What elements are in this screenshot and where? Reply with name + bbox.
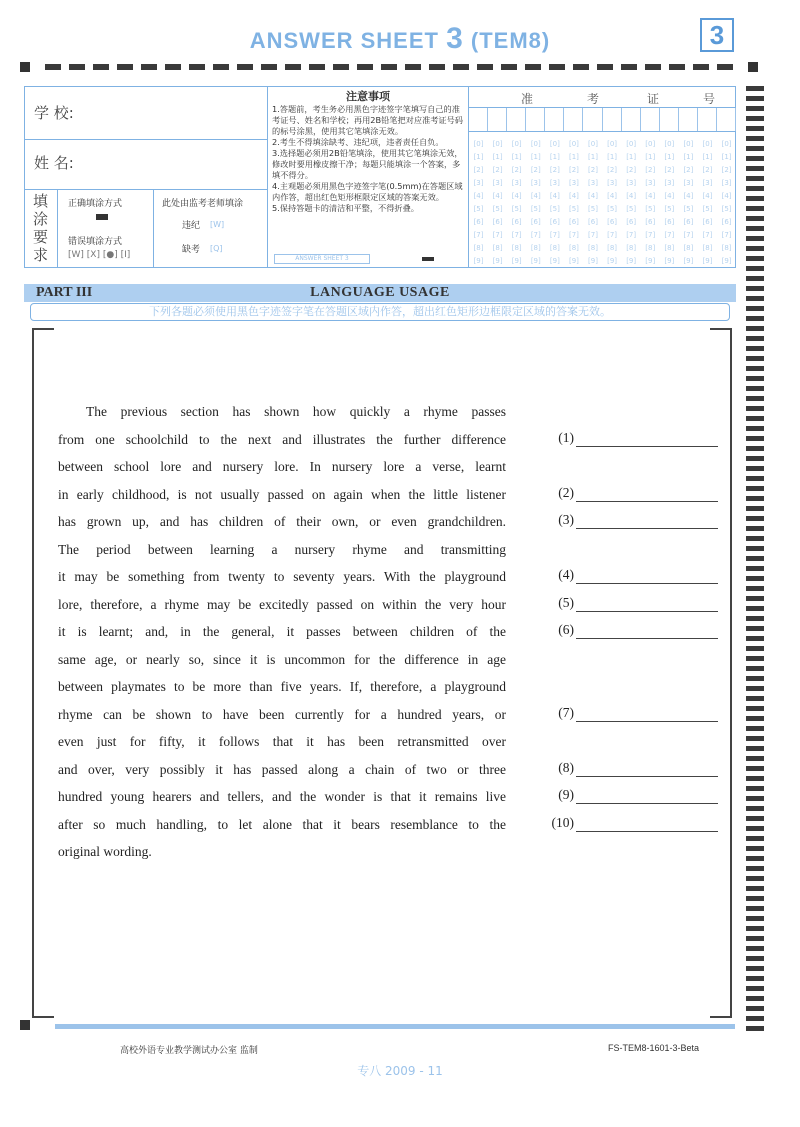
passage-line: it may be something from twenty to seventy years. With the playground [58, 569, 506, 584]
digit-bubble[interactable]: [0] [607, 140, 618, 148]
digit-bubble[interactable]: [6] [721, 218, 732, 226]
digit-bubble[interactable]: [3] [702, 179, 713, 187]
digit-bubble[interactable]: [7] [645, 231, 656, 239]
digit-bubble[interactable]: [7] [664, 231, 675, 239]
digit-bubble[interactable]: [5] [664, 205, 675, 213]
blank-line[interactable] [576, 638, 718, 639]
note-item: 5.保持答题卡的清洁和平整，不得折叠。 [272, 203, 419, 213]
digit-bubble[interactable]: [4] [626, 192, 637, 200]
digit-bubble[interactable]: [3] [511, 179, 522, 187]
digit-bubble[interactable]: [1] [702, 153, 713, 161]
blank-number: (6) [558, 622, 574, 637]
digit-bubble[interactable]: [0] [683, 140, 694, 148]
notes-footer [274, 254, 464, 264]
note-item: 2.考生不得填涂缺考、违纪项，违者责任自负。 [272, 137, 444, 147]
digit-bubble[interactable]: [0] [511, 140, 522, 148]
digit-bubble[interactable]: [6] [549, 218, 560, 226]
digit-bubble[interactable]: [3] [530, 179, 541, 187]
blank-number: (4) [558, 567, 574, 582]
digit-bubble[interactable]: [6] [683, 218, 694, 226]
digit-bubble[interactable]: [4] [645, 192, 656, 200]
digit-bubble[interactable]: [9] [568, 257, 579, 265]
fill-requirement-text: 填涂要求 [32, 192, 48, 264]
digit-bubble[interactable]: [6] [702, 218, 713, 226]
digit-bubble[interactable]: [3] [568, 179, 579, 187]
digit-bubble[interactable]: [2] [626, 166, 637, 174]
digit-bubble[interactable]: [5] [721, 205, 732, 213]
digit-bubble[interactable]: [7] [626, 231, 637, 239]
title-prefix: ANSWER SHEET [249, 28, 439, 53]
digit-bubble[interactable]: [6] [607, 218, 618, 226]
blank-line[interactable] [576, 446, 718, 447]
digit-bubble[interactable]: [5] [492, 205, 503, 213]
digit-bubble[interactable]: [2] [549, 166, 560, 174]
bubble-row [469, 203, 736, 216]
digit-bubble[interactable]: [1] [568, 153, 579, 161]
digit-bubble[interactable]: [6] [511, 218, 522, 226]
digit-bubble[interactable]: [1] [530, 153, 541, 161]
digit-bubble[interactable]: [1] [626, 153, 637, 161]
blank-line[interactable] [576, 776, 718, 777]
bubble-row [469, 255, 736, 268]
digit-bubble[interactable]: [1] [492, 153, 503, 161]
digit-bubble[interactable]: [4] [530, 192, 541, 200]
digit-bubble[interactable]: [4] [473, 192, 484, 200]
digit-bubble[interactable]: [7] [530, 231, 541, 239]
digit-bubble[interactable]: [9] [511, 257, 522, 265]
digit-bubble[interactable]: [2] [568, 166, 579, 174]
sheet-title [0, 22, 800, 56]
ticket-number-header [469, 86, 736, 108]
blank-line[interactable] [576, 803, 718, 804]
notes-footer-mark [422, 257, 434, 261]
answer-blank[interactable] [542, 787, 717, 807]
digit-bubble[interactable]: [0] [664, 140, 675, 148]
digit-bubble[interactable]: [0] [492, 140, 503, 148]
name-label: 姓 名: [34, 154, 74, 172]
digit-bubble[interactable]: [2] [721, 166, 732, 174]
notes-footer-box: ANSWER SHEET 3 [274, 254, 370, 264]
violation-label: 违纪 [182, 221, 201, 231]
digit-bubble[interactable]: [9] [683, 257, 694, 265]
blank-number: (10) [551, 814, 574, 830]
frame-corner [32, 1016, 54, 1018]
digit-bubble[interactable]: [6] [473, 218, 484, 226]
blank-number: (5) [558, 594, 574, 610]
digit-bubble[interactable]: [3] [473, 179, 484, 187]
passage-line: hundred young hearers and tellers, and the wonder is that it remains live [58, 789, 506, 804]
ticket-number-grid [469, 86, 736, 268]
answer-blank[interactable] [542, 512, 717, 532]
corner-mark [20, 1020, 30, 1030]
digit-bubble[interactable]: [9] [645, 257, 656, 265]
footer-publisher: 高校外语专业教学测试办公室 监制 [120, 1046, 258, 1056]
digit-bubble[interactable]: [5] [511, 205, 522, 213]
fill-requirement-block [24, 190, 267, 268]
answer-blank[interactable] [542, 430, 717, 450]
passage-line: lore, therefore, a rhyme may be excitedly passed on within the very hour [58, 596, 506, 612]
digit-bubble[interactable]: [2] [702, 166, 713, 174]
blank-number: (3) [558, 512, 574, 527]
digit-bubble[interactable]: [0] [721, 140, 732, 148]
digit-bubble[interactable]: [3] [645, 179, 656, 187]
digit-bubble[interactable]: [0] [473, 140, 484, 148]
footer-code: FS-TEM8-1601-3-Beta [608, 1043, 700, 1053]
answer-blank[interactable] [542, 567, 717, 587]
sheet-number-box: 3 [700, 18, 734, 52]
notes-title: 注意事项 [346, 90, 390, 103]
bubble-row [469, 229, 736, 242]
frame-corner [710, 328, 732, 330]
bubble-row [469, 177, 736, 190]
digit-bubble[interactable]: [1] [588, 153, 598, 161]
digit-bubble[interactable]: [8] [549, 244, 560, 252]
digit-bubble[interactable]: [1] [607, 153, 618, 161]
digit-bubble[interactable]: [1] [645, 153, 656, 161]
digit-bubble[interactable]: [3] [626, 179, 637, 187]
blank-line[interactable] [576, 831, 718, 832]
digit-bubble[interactable]: [8] [568, 244, 579, 252]
digit-bubble[interactable]: [2] [588, 166, 598, 174]
digit-bubble[interactable]: [1] [473, 153, 484, 161]
passage-line: same age, or nearly so, since it is uncommon for the difference in age [58, 651, 506, 667]
digit-bubble[interactable]: [6] [568, 218, 579, 226]
ticket-label-char: 号 [703, 92, 716, 106]
proctor-area [154, 190, 267, 268]
answer-blank[interactable] [542, 622, 717, 642]
digit-bubble[interactable]: [9] [549, 257, 560, 265]
digit-bubble[interactable]: [9] [530, 257, 541, 265]
digit-bubble[interactable]: [6] [645, 218, 656, 226]
correct-method-label: 正确填涂方式 [68, 199, 123, 209]
digit-bubble[interactable]: [0] [549, 140, 560, 148]
digit-bubble[interactable]: [8] [492, 244, 503, 252]
wrong-method-label: 错误填涂方式 [68, 237, 123, 247]
footer-line [55, 1024, 735, 1029]
digit-bubble[interactable]: [3] [664, 179, 675, 187]
passage-line: and over, very possibly it has passed along a chain of two or three [58, 761, 506, 777]
digit-bubble[interactable]: [3] [683, 179, 694, 187]
corner-mark [748, 62, 758, 72]
digit-bubble[interactable]: [6] [492, 218, 503, 226]
digit-bubble[interactable]: [1] [683, 153, 694, 161]
digit-bubble[interactable]: [8] [721, 244, 732, 252]
digit-bubble[interactable]: [9] [588, 257, 598, 265]
blank-number: (9) [558, 787, 574, 802]
title-number: 3 [446, 22, 464, 55]
digit-bubble[interactable]: [8] [511, 244, 522, 252]
digit-bubble[interactable]: [1] [721, 153, 732, 161]
digit-bubble[interactable]: [7] [702, 231, 713, 239]
blank-number: (8) [558, 759, 574, 775]
digit-bubble[interactable]: [5] [549, 205, 560, 213]
digit-bubble[interactable]: [7] [588, 231, 598, 239]
digit-bubble[interactable]: [3] [607, 179, 618, 187]
digit-bubble[interactable]: [0] [645, 140, 656, 148]
digit-bubble[interactable]: [6] [664, 218, 675, 226]
bubble-row [469, 138, 736, 151]
digit-bubble[interactable]: [7] [473, 231, 484, 239]
passage-line: between playmates to be more than five years. If, therefore, a playground [58, 679, 506, 694]
part-instruction: 下列各题必须使用黑色字迹签字笔在答题区域内作答，超出红色矩形边框限定区域的答案无效。 [30, 303, 730, 321]
digit-bubble[interactable]: [4] [664, 192, 675, 200]
timing-track [746, 86, 764, 1036]
ticket-label-char: 考 [587, 92, 600, 106]
absent-bubble[interactable]: [Q] [210, 244, 223, 253]
violation-bubble[interactable]: [W] [210, 220, 225, 229]
digit-bubble[interactable]: [9] [721, 257, 732, 265]
passage-line: after so much handling, to let alone that it bears resemblance to the [58, 816, 506, 832]
digit-bubble[interactable]: [7] [721, 231, 732, 239]
timing-dash-row [45, 64, 735, 70]
digit-bubble[interactable]: [6] [588, 218, 598, 226]
frame-corner [32, 328, 54, 330]
note-item: 3.选择题必须用2B铅笔填涂，使用其它笔填涂无效，修改时要用橡皮擦干净；每题只能填涂一个答案，多填不得分。 [272, 148, 463, 180]
answer-blank[interactable] [542, 705, 717, 725]
digit-bubble[interactable]: [4] [492, 192, 503, 200]
answer-blank[interactable] [542, 485, 717, 505]
blank-number: (2) [558, 484, 574, 500]
blank-number: (7) [558, 704, 574, 720]
digit-bubble[interactable]: [8] [473, 244, 484, 252]
digit-bubble[interactable]: [9] [702, 257, 713, 265]
frame-corner [710, 1016, 732, 1018]
blank-line[interactable] [576, 721, 718, 722]
digit-bubble[interactable]: [5] [702, 205, 713, 213]
digit-bubble[interactable]: [9] [492, 257, 503, 265]
digit-bubble[interactable]: [7] [683, 231, 694, 239]
correct-mark-example [96, 214, 108, 220]
digit-bubble[interactable]: [4] [702, 192, 713, 200]
digit-bubble[interactable]: [4] [568, 192, 579, 200]
digit-bubble[interactable]: [9] [664, 257, 675, 265]
answer-blank[interactable] [542, 760, 717, 780]
absent-label: 缺考 [182, 245, 201, 255]
notes-panel [267, 86, 469, 268]
part-title: LANGUAGE USAGE [310, 285, 450, 300]
ticket-bubble-grid[interactable] [469, 138, 736, 268]
digit-bubble[interactable]: [7] [568, 231, 579, 239]
digit-bubble[interactable]: [9] [626, 257, 637, 265]
passage-line: The previous section has shown how quickly a rhyme passes [86, 404, 506, 419]
digit-bubble[interactable]: [7] [549, 231, 560, 239]
part-number: PART III [36, 285, 93, 300]
digit-bubble[interactable]: [8] [683, 244, 694, 252]
digit-bubble[interactable]: [6] [530, 218, 541, 226]
digit-bubble[interactable]: [0] [702, 140, 713, 148]
blank-number: (1) [558, 429, 574, 445]
digit-bubble[interactable]: [5] [473, 205, 484, 213]
answer-blank[interactable] [542, 595, 717, 615]
passage-line: The period between learning a nursery rhyme and transmitting [58, 541, 506, 557]
digit-bubble[interactable]: [8] [664, 244, 675, 252]
digit-bubble[interactable]: [1] [549, 153, 560, 161]
digit-bubble[interactable]: [5] [607, 205, 618, 213]
bubble-row [469, 190, 736, 203]
digit-bubble[interactable]: [3] [549, 179, 560, 187]
digit-bubble[interactable]: [2] [607, 166, 618, 174]
digit-bubble[interactable]: [4] [683, 192, 694, 200]
digit-bubble[interactable]: [0] [588, 140, 598, 148]
digit-bubble[interactable]: [7] [607, 231, 618, 239]
digit-bubble[interactable]: [5] [683, 205, 694, 213]
digit-bubble[interactable]: [0] [530, 140, 541, 148]
digit-bubble[interactable]: [8] [626, 244, 637, 252]
bubble-row [469, 242, 736, 255]
digit-bubble[interactable]: [4] [721, 192, 732, 200]
digit-bubble[interactable]: [0] [568, 140, 579, 148]
digit-bubble[interactable]: [2] [511, 166, 522, 174]
digit-bubble[interactable]: [0] [626, 140, 637, 148]
digit-bubble[interactable]: [4] [588, 192, 598, 200]
answer-blank[interactable] [542, 815, 717, 835]
name-field[interactable] [24, 140, 267, 190]
digit-bubble[interactable]: [8] [530, 244, 541, 252]
proctor-label: 此处由监考老师填涂 [162, 199, 244, 209]
digit-bubble[interactable]: [8] [588, 244, 598, 252]
passage-line: in early childhood, is not usually passed on again when the little listener [58, 486, 506, 502]
fill-requirement-label [24, 190, 58, 268]
digit-bubble[interactable]: [6] [626, 218, 637, 226]
digit-bubble[interactable]: [3] [588, 179, 598, 187]
digit-bubble[interactable]: [1] [511, 153, 522, 161]
note-item: 4.主观题必须用黑色字迹签字笔(0.5mm)在答题区域内作答，超出红色矩形框限定区域的答案无效。 [272, 181, 463, 202]
bubble-row [469, 151, 736, 164]
bubble-row [469, 164, 736, 177]
passage-line: even just for fifty, it follows that it has been retransmitted over [58, 734, 506, 749]
ticket-label-char: 证 [647, 92, 660, 106]
passage-line: it is learnt; and, in the general, it passes between children of the [58, 624, 506, 639]
note-item: 1.答题前，考生务必用黑色字迹签字笔填写自己的准考证号、姓名和学校；再用2B铅笔把对应准考证号码的标号涂黑，使用其它笔填涂无效。 [272, 104, 463, 136]
wrong-mark-examples: [W] [X] [●] [I] [68, 250, 131, 260]
digit-bubble[interactable]: [5] [530, 205, 541, 213]
digit-bubble[interactable]: [9] [607, 257, 618, 265]
digit-bubble[interactable]: [2] [645, 166, 656, 174]
passage [58, 398, 506, 866]
digit-bubble[interactable]: [9] [473, 257, 484, 265]
digit-bubble[interactable]: [5] [568, 205, 579, 213]
digit-bubble[interactable]: [7] [511, 231, 522, 239]
digit-bubble[interactable]: [5] [645, 205, 656, 213]
bubble-row [469, 216, 736, 229]
fill-methods [58, 190, 154, 268]
ticket-digit-cells[interactable] [469, 108, 736, 132]
digit-bubble[interactable]: [5] [588, 205, 598, 213]
blank-line[interactable] [576, 501, 718, 502]
digit-bubble[interactable]: [2] [683, 166, 694, 174]
digit-bubble[interactable]: [2] [530, 166, 541, 174]
digit-bubble[interactable]: [7] [492, 231, 503, 239]
digit-bubble[interactable]: [5] [626, 205, 637, 213]
digit-bubble[interactable]: [4] [549, 192, 560, 200]
digit-bubble[interactable]: [8] [702, 244, 713, 252]
digit-bubble[interactable]: [4] [511, 192, 522, 200]
digit-bubble[interactable]: [1] [664, 153, 675, 161]
corner-mark [20, 62, 30, 72]
passage-line: rhyme can be shown to have been currently for a hundred years, or [58, 706, 506, 722]
digit-bubble[interactable]: [4] [607, 192, 618, 200]
digit-bubble[interactable]: [3] [492, 179, 503, 187]
blank-line[interactable] [576, 611, 718, 612]
blank-line[interactable] [576, 528, 718, 529]
ticket-label-char: 准 [521, 92, 534, 106]
school-label: 学 校: [34, 104, 74, 122]
digit-bubble[interactable]: [8] [607, 244, 618, 252]
part-bar [24, 284, 736, 302]
title-suffix: (TEM8) [470, 28, 551, 53]
school-field[interactable] [24, 86, 267, 140]
passage-line: between school lore and nursery lore. In nursery lore a verse, learnt [58, 459, 506, 474]
digit-bubble[interactable]: [3] [721, 179, 732, 187]
passage-line: has grown up, and has children of their own, or even grandchildren. [58, 514, 506, 529]
digit-bubble[interactable]: [8] [645, 244, 656, 252]
digit-bubble[interactable]: [2] [664, 166, 675, 174]
digit-bubble[interactable]: [2] [492, 166, 503, 174]
digit-bubble[interactable]: [2] [473, 166, 484, 174]
passage-line: from one schoolchild to the next and illustrates the further difference [58, 431, 506, 447]
passage-line: original wording. [58, 844, 152, 859]
footer-center: 专八 2009 - 11 [357, 1064, 443, 1078]
blank-line[interactable] [576, 583, 718, 584]
